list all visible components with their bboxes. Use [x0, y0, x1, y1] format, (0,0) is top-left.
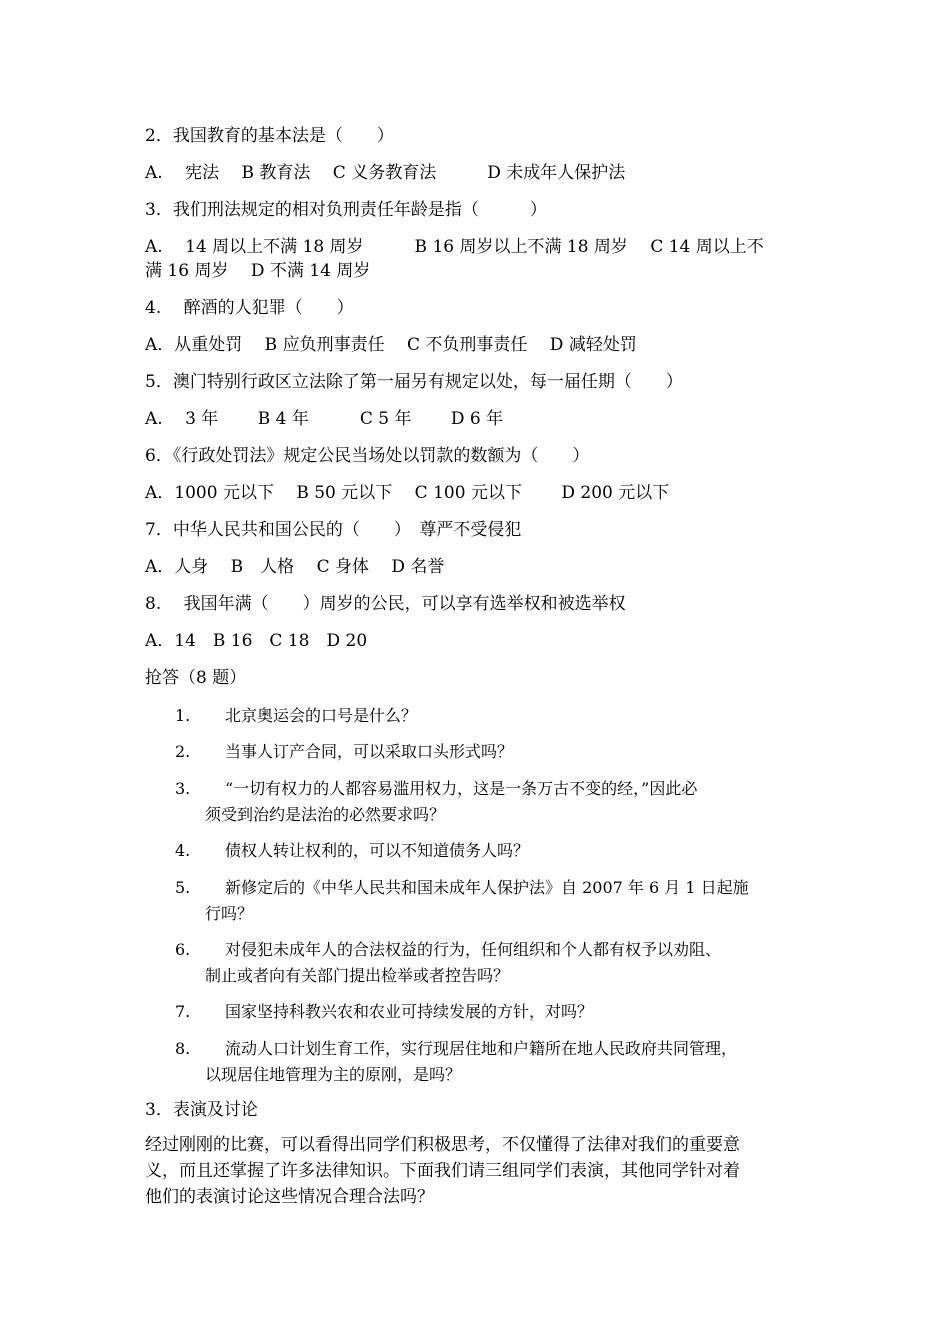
- quick-item-text: “一切有权力的人都容易滥用权力，这是一条万古不变的经，”因此必: [225, 779, 698, 798]
- quick-item-number: 6.: [175, 940, 191, 959]
- quick-item-6: [175, 937, 820, 963]
- quick-item-number: 4.: [175, 841, 191, 860]
- quick-item-text: 债权人转让权利的，可以不知道债务人吗？: [225, 841, 530, 860]
- section-3-line-2: 义，而且还掌握了许多法律知识。下面我们请三组同学们表演，其他同学针对着: [145, 1161, 740, 1181]
- quick-item-text: 国家坚持科教兴农和农业可持续发展的方针，对吗？: [225, 1002, 594, 1021]
- quick-item-text: 流动人口计划生育工作，实行现居住地和户籍所在地人民政府共同管理，: [225, 1039, 738, 1058]
- quick-item-8-continued: 以现居住地管理为主的原刚，是吗？: [205, 1065, 462, 1084]
- quick-item-number: 3.: [175, 779, 191, 798]
- answer-options-3: A. 14 周以上不满 18 周岁 B 16 周岁以上不满 18 周岁 C 14 周以上不: [145, 237, 764, 257]
- quick-item-number: 2.: [175, 742, 191, 761]
- question-6: 6．《行政处罚法》规定公民当场处以罚款的数额为（ ）: [145, 446, 590, 466]
- question-8: 8. 我国年满（ ）周岁的公民，可以享有选举权和被选举权: [145, 594, 626, 614]
- quick-item-number: 1.: [175, 706, 191, 725]
- section-3-heading: 3．表演及讨论: [145, 1100, 258, 1120]
- quick-item-7: [175, 999, 820, 1025]
- answer-options-2: A. 宪法 B 教育法 C 义务教育法 D 未成年人保护法: [145, 163, 626, 183]
- quick-answer-heading: 抢答（8 题）: [145, 668, 247, 688]
- quick-item-5-continued: 行吗？: [205, 904, 254, 923]
- quick-item-number: 5.: [175, 878, 191, 897]
- quick-item-3: [175, 776, 820, 802]
- answer-options-4: A．从重处罚 B 应负刑事责任 C 不负刑事责任 D 减轻处罚: [145, 335, 637, 355]
- answer-options-7: A．人身 B 人格 C 身体 D 名誉: [145, 557, 445, 577]
- question-2: 2．我国教育的基本法是（ ）: [145, 126, 394, 146]
- answer-options-6: A．1000 元以下 B 50 元以下 C 100 元以下 D 200 元以下: [145, 483, 670, 503]
- quick-item-text: 新修定后的《中华人民共和国未成年人保护法》自 2007 年 6 月 1 日起施: [225, 878, 749, 897]
- quick-item-number: 7.: [175, 1002, 191, 1021]
- answer-options-5: A. 3 年 B 4 年 C 5 年 D 6 年: [145, 409, 504, 429]
- quick-item-number: 8.: [175, 1039, 191, 1058]
- quick-item-text: 对侵犯未成年人的合法权益的行为，任何组织和个人都有权予以劝阻、: [225, 940, 722, 959]
- answer-options-8: A．14 B 16 C 18 D 20: [145, 631, 368, 651]
- quick-item-text: 北京奥运会的口号是什么？: [225, 706, 418, 725]
- quick-item-8: [175, 1036, 820, 1062]
- quick-item-6-continued: 制止或者向有关部门提出检举或者控告吗？: [205, 966, 510, 985]
- question-3: 3．我们刑法规定的相对负刑责任年龄是指（ ）: [145, 200, 547, 220]
- question-5: 5．澳门特别行政区立法除了第一届另有规定以处，每一届任期（ ）: [145, 372, 683, 392]
- section-3-line-3: 他们的表演讨论这些情况合理合法吗？: [145, 1187, 434, 1207]
- quick-item-2: [175, 739, 820, 765]
- quick-item-text: 当事人订产合同，可以采取口头形式吗？: [225, 742, 514, 761]
- section-3-line-1: 经过刚刚的比赛，可以看得出同学们积极思考，不仅懂得了法律对我们的重要意: [145, 1135, 740, 1155]
- question-4: 4. 醉酒的人犯罪（ ）: [145, 298, 354, 318]
- quick-item-1: [175, 703, 820, 729]
- quick-item-5: [175, 875, 820, 901]
- quick-item-4: [175, 838, 820, 864]
- answer-options-3-continued: 满 16 周岁 D 不满 14 周岁: [145, 261, 371, 281]
- quick-item-3-continued: 须受到治约是法治的必然要求吗？: [205, 805, 446, 824]
- question-7: 7．中华人民共和国公民的（ ） 尊严不受侵犯: [145, 520, 522, 540]
